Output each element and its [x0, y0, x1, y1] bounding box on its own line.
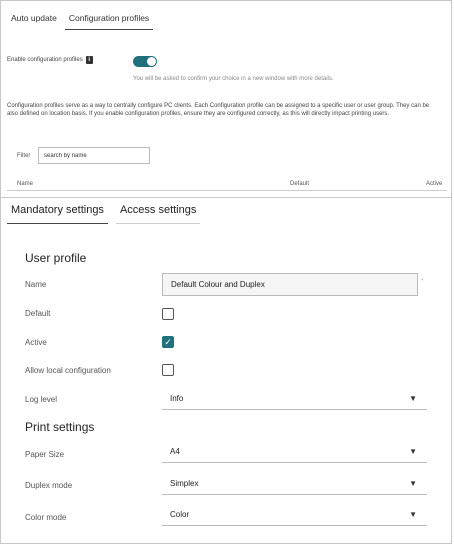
column-header-default[interactable]: Default — [290, 181, 310, 187]
allow-local-configuration-checkbox[interactable] — [162, 364, 174, 376]
paper-size-select[interactable] — [162, 441, 427, 463]
column-header-active[interactable]: Active — [426, 181, 443, 187]
enable-profiles-toggle[interactable] — [133, 56, 157, 67]
active-checkbox[interactable]: ✓ — [162, 336, 174, 348]
filter-label: Filter — [17, 153, 31, 159]
log-level-label: Log level — [25, 395, 58, 404]
user-profile-heading: User profile — [25, 251, 87, 265]
color-mode-select[interactable] — [162, 504, 427, 526]
toggle-knob — [147, 57, 156, 66]
profile-name-input[interactable] — [162, 273, 418, 296]
tab-configuration-profiles[interactable]: Configuration profiles — [65, 9, 153, 30]
profiles-description: Configuration profiles serve as a way to centrally configure PC clients. Each Configuration profile can be assigned to a specific user or user group. They can be also defined on location basis. If you enable configuration profiles, ensure they are configured correctly, as this will directly impact printing users. — [7, 103, 430, 117]
name-label: Name — [25, 280, 47, 289]
chevron-down-icon: ▼ — [409, 510, 417, 519]
chevron-down-icon: ▼ — [409, 447, 417, 456]
chevron-down-icon: ▼ — [409, 394, 417, 403]
table-header-divider — [7, 190, 447, 191]
enable-profiles-row — [7, 56, 93, 64]
profile-editor-panel — [0, 197, 452, 544]
allow-local-configuration-label: Allow local configuration — [25, 366, 111, 375]
paper-size-label: Paper Size — [25, 450, 65, 459]
duplex-mode-label: Duplex mode — [25, 481, 73, 490]
filter-input[interactable] — [38, 147, 150, 164]
log-level-select[interactable] — [162, 388, 427, 410]
color-mode-value: Color — [170, 510, 190, 519]
print-settings-heading: Print settings — [25, 420, 95, 434]
configuration-profiles-panel — [0, 0, 452, 198]
tab-access-settings[interactable]: Access settings — [116, 203, 200, 224]
log-level-value: Info — [170, 394, 184, 403]
tab-mandatory-settings[interactable]: Mandatory settings — [7, 203, 108, 224]
chevron-down-icon: ▼ — [409, 479, 417, 488]
active-label: Active — [25, 338, 47, 347]
required-mark: * — [421, 278, 424, 285]
confirm-note: You will be asked to confirm your choice in a new window with more details. — [133, 76, 334, 82]
default-label: Default — [25, 309, 51, 318]
column-header-name[interactable]: Name — [17, 181, 34, 187]
enable-profiles-label: Enable configuration profiles — [7, 57, 83, 63]
editor-tab-bar — [7, 203, 208, 224]
tab-auto-update[interactable]: Auto update — [11, 13, 57, 23]
color-mode-label: Color mode — [25, 513, 67, 522]
duplex-mode-value: Simplex — [170, 479, 199, 488]
duplex-mode-select[interactable] — [162, 473, 427, 495]
paper-size-value: A4 — [170, 447, 180, 456]
top-tab-bar — [7, 9, 157, 30]
default-checkbox[interactable] — [162, 308, 174, 320]
info-icon[interactable]: i — [86, 56, 93, 64]
